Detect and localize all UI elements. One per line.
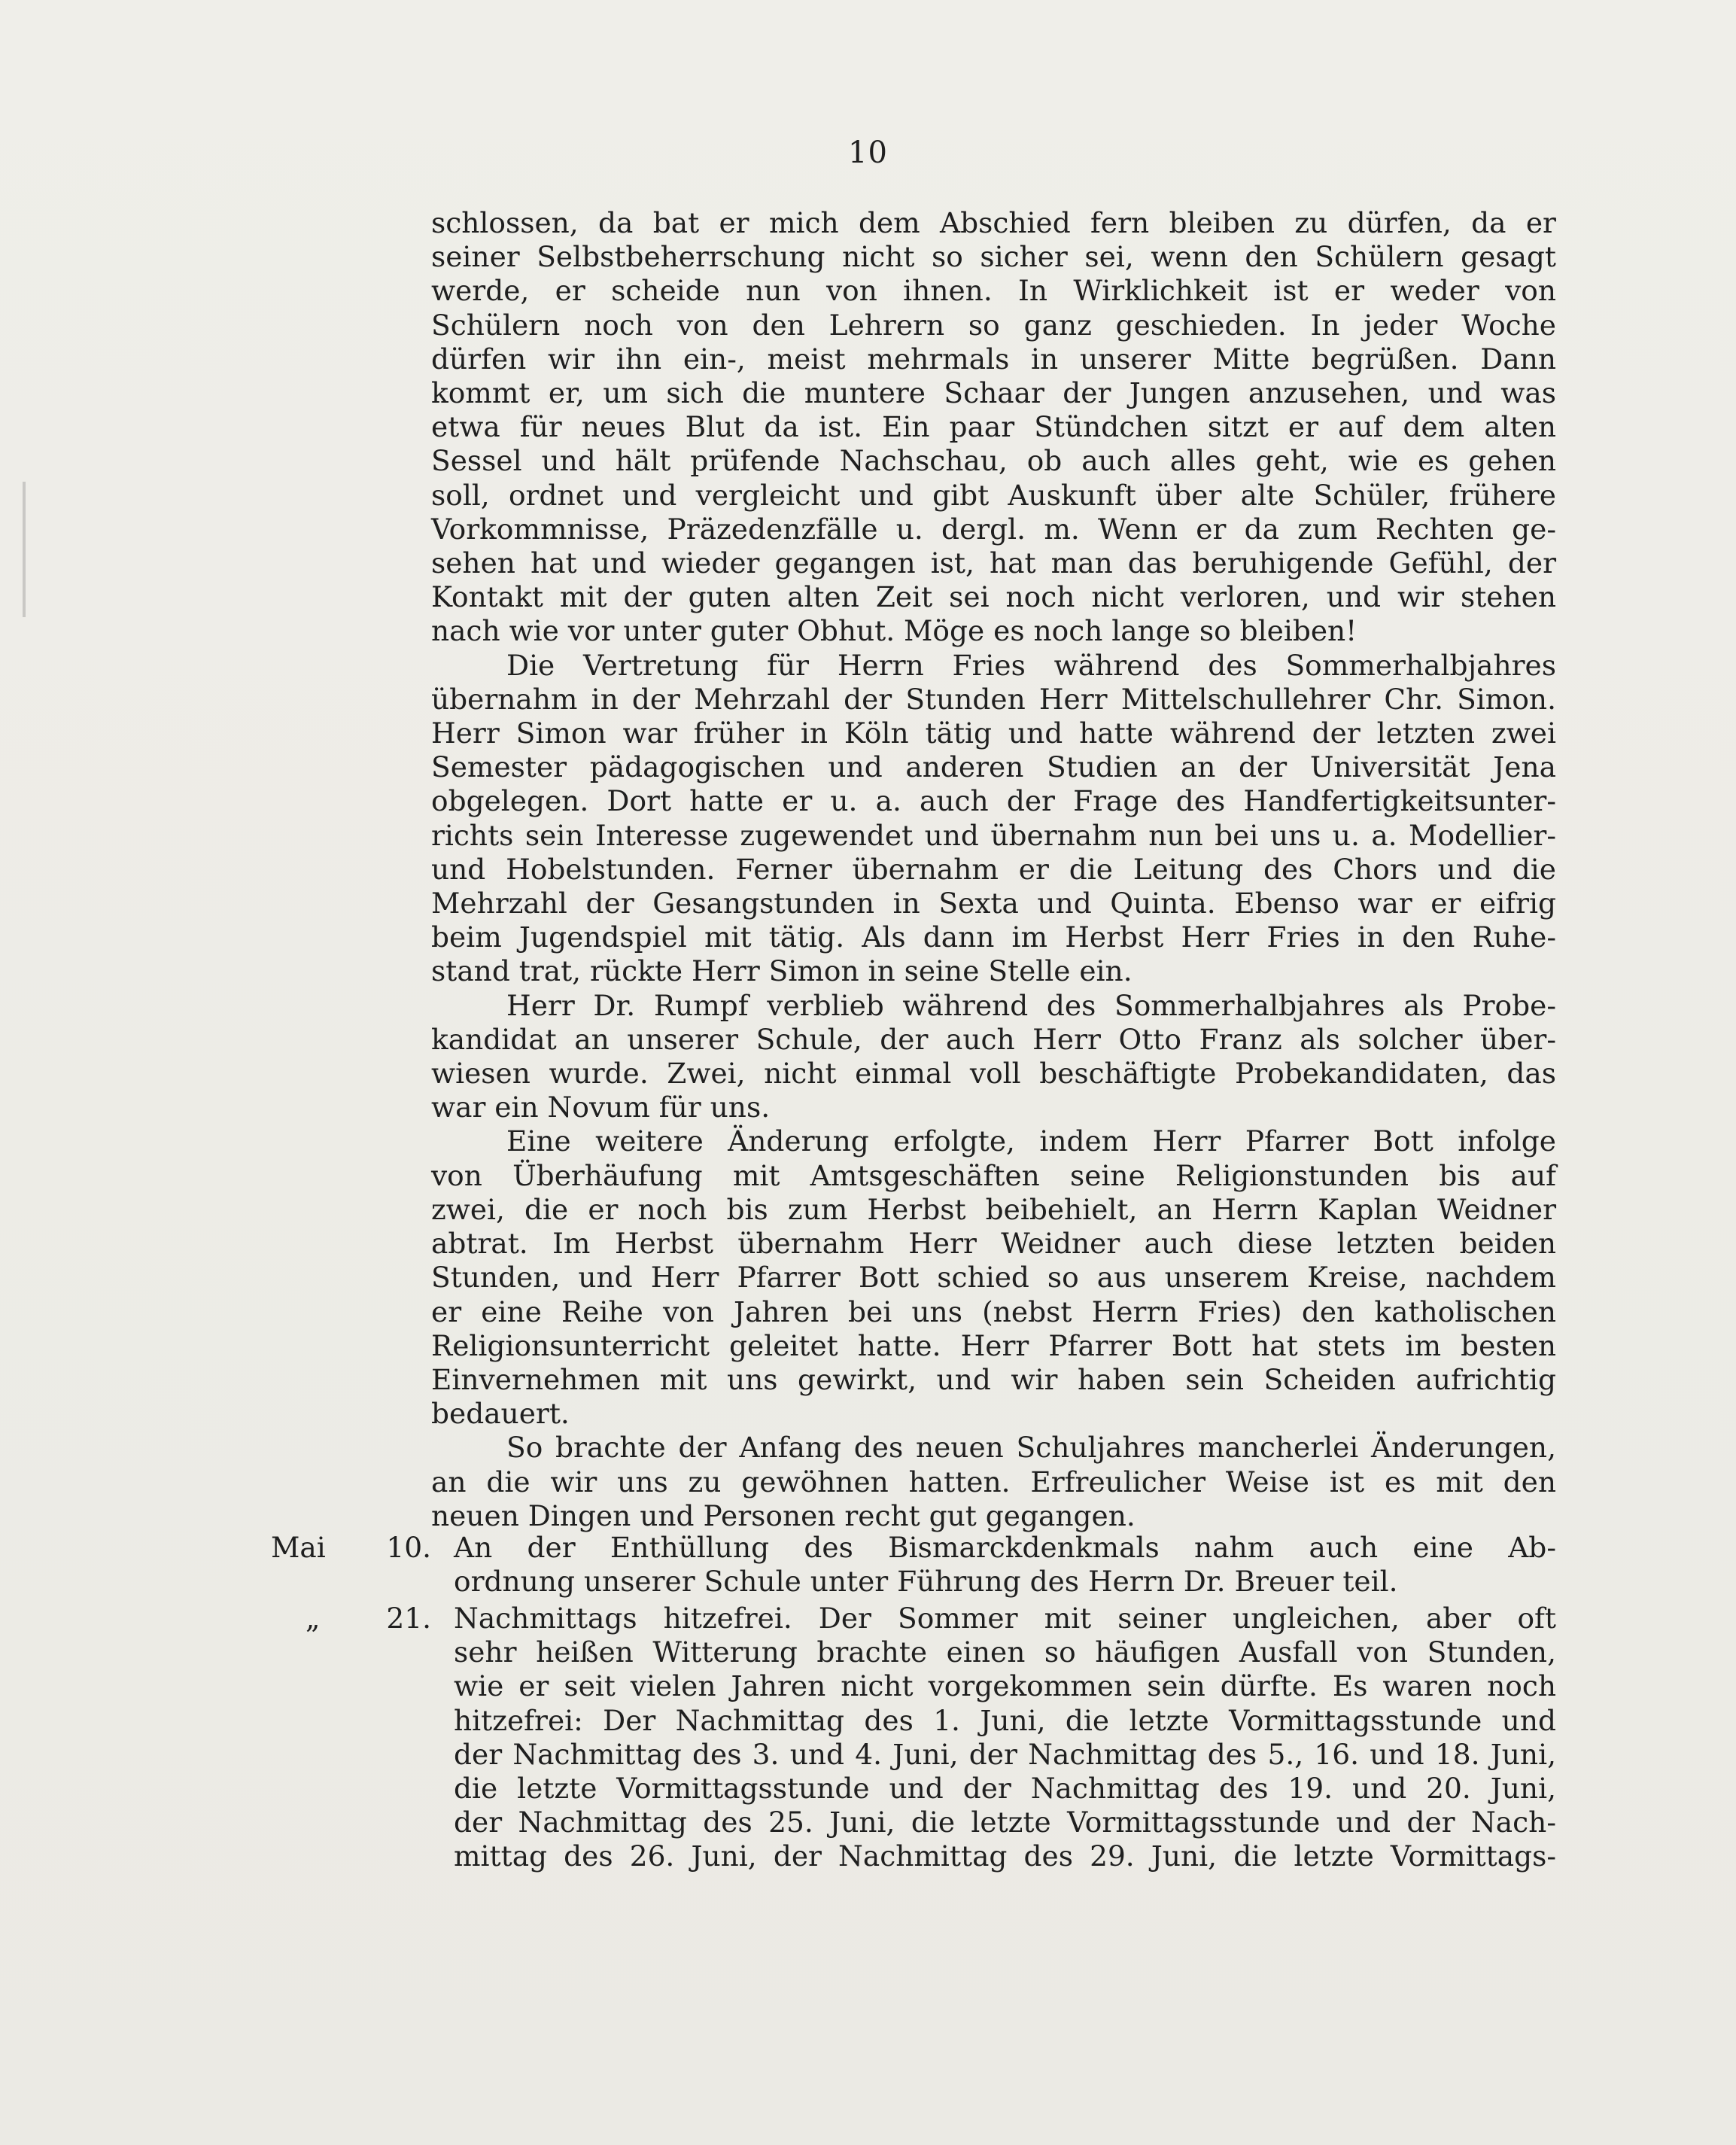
text-line: So brachte der Anfang des neuen Schuljahres mancherlei Änderungen, [506,1431,1556,1465]
text-line: hitzefrei: Der Nachmittag des 1. Juni, die letzte Vormittagsstunde und [454,1703,1556,1737]
text-line: Religionsunterricht geleitet hatte. Herr Pfarrer Bott hat stets im besten [431,1328,1556,1362]
page-number: 10 [848,135,888,170]
paragraph [431,1431,1556,1533]
text-line: an die wir uns zu gewöhnen hatten. Erfreulicher Weise ist es mit den [431,1465,1556,1498]
text-line: zwei, die er noch bis zum Herbst beibehielt, an Herrn Kaplan Weidner [431,1192,1556,1226]
body-text [431,206,1556,1533]
text-line: von Überhäufung mit Amtsgeschäften seine Religionstunden bis auf [431,1158,1556,1192]
text-line: beim Jugendspiel mit tätig. Als dann im Herbst Herr Fries in den Ruhe- [431,920,1556,954]
text-line: stand trat, rückte Herr Simon in seine Stelle ein. [431,954,1133,988]
text-line: Herr Simon war früher in Köln tätig und hatte während der letzten zwei [431,717,1556,750]
text-line: Stunden, und Herr Pfarrer Bott schied so aus unserem Kreise, nachdem [431,1261,1556,1295]
paragraph [431,649,1556,989]
text-line: An der Enthüllung des Bismarckdenkmals nahm auch eine Ab- [454,1531,1556,1564]
text-line: Schülern noch von den Lehrern so ganz geschieden. In jeder Woche [431,308,1556,342]
text-line: er eine Reihe von Jahren bei uns (nebst Herrn Fries) den katholischen [431,1295,1556,1328]
text-line: richts sein Interesse zugewendet und übernahm nun bei uns u. a. Modellier- [431,818,1556,852]
text-line: soll, ordnet und vergleicht und gibt Auskunft über alte Schüler, frühere [431,478,1556,512]
chronicle-entry [271,1531,1556,1599]
text-line: Nachmittags hitzefrei. Der Sommer mit seiner ungleichen, aber oft [454,1602,1556,1635]
text-line: abtrat. Im Herbst übernahm Herr Weidner auch diese letzten beiden [431,1227,1556,1261]
text-line: kandidat an unserer Schule, der auch Herr Otto Franz als solcher über- [431,1022,1556,1056]
text-line: schlossen, da bat er mich dem Abschied fern bleiben zu dürfen, da er [431,206,1556,239]
text-line: bedauert. [431,1397,570,1431]
text-line: dürfen wir ihn ein-, meist mehrmals in unserer Mitte begrüßen. Dann [431,342,1556,376]
text-line: sehen hat und wieder gegangen ist, hat man das beruhigende Gefühl, der [431,546,1556,580]
text-line: Eine weitere Änderung erfolgte, indem Herr Pfarrer Bott infolge [506,1124,1556,1158]
entry-day: 10. [386,1531,431,1564]
text-line: etwa für neues Blut da ist. Ein paar Stündchen sitzt er auf dem alten [431,410,1556,444]
entry-month-ditto: „ [306,1602,321,1635]
text-line: ordnung unserer Schule unter Führung des Herrn Dr. Breuer teil. [454,1565,1398,1599]
text-line: und Hobelstunden. Ferner übernahm er die Leitung des Chors und die [431,852,1556,886]
text-line: nach wie vor unter guter Obhut. Möge es noch lange so bleiben! [431,614,1357,648]
text-line: Mehrzahl der Gesangstunden in Sexta und Quinta. Ebenso war er eifrig [431,887,1556,920]
text-line: mittag des 26. Juni, der Nachmittag des 29. Juni, die letzte Vormittags- [454,1839,1556,1873]
text-line: wie er seit vielen Jahren nicht vorgekommen sein dürfte. Es waren noch [454,1669,1556,1703]
text-line: Herr Dr. Rumpf verblieb während des Sommerhalbjahres als Probe- [506,988,1556,1022]
text-line: sehr heißen Witterung brachte einen so häufigen Ausfall von Stunden, [454,1635,1556,1669]
text-line: neuen Dingen und Personen recht gut gegangen. [431,1498,1136,1532]
text-line: Einvernehmen mit uns gewirkt, und wir haben sein Scheiden aufrichtig [431,1362,1556,1396]
text-line: war ein Novum für uns. [431,1091,771,1124]
entry-month: Mai [271,1531,326,1564]
paragraph [431,1124,1556,1431]
text-line: seiner Selbstbeherrschung nicht so sicher sei, wenn den Schülern gesagt [431,240,1556,274]
text-line: Sessel und hält prüfende Nachschau, ob auch alles geht, wie es gehen [431,444,1556,478]
text-line: der Nachmittag des 3. und 4. Juni, der Nachmittag des 5., 16. und 18. Juni, [454,1737,1556,1771]
entry-text [431,1531,1556,1565]
paragraph [431,989,1556,1125]
text-line: kommt er, um sich die muntere Schaar der Jungen anzusehen, und was [431,376,1556,410]
text-line: werde, er scheide nun von ihnen. In Wirklichkeit ist er weder von [431,274,1556,308]
page-edge-mark [23,482,26,617]
text-line: Semester pädagogischen und anderen Studien an der Universität Jena [431,750,1556,784]
text-line: Kontakt mit der guten alten Zeit sei noch nicht verloren, und wir stehen [431,580,1556,614]
text-line: wiesen wurde. Zwei, nicht einmal voll beschäftigte Probekandidaten, das [431,1057,1556,1091]
entry-day: 21. [386,1602,431,1635]
text-line: übernahm in der Mehrzahl der Stunden Herr Mittelschullehrer Chr. Simon. [431,682,1556,716]
text-line: Vorkommnisse, Präzedenzfälle u. dergl. m. Wenn er da zum Rechten ge- [431,512,1556,546]
paragraph [431,206,1556,649]
text-line: die letzte Vormittagsstunde und der Nachmittag des 19. und 20. Juni, [454,1772,1556,1806]
chronicle-entry [271,1602,1556,1874]
text-line: obgelegen. Dort hatte er u. a. auch der Frage des Handfertigkeitsunter- [431,784,1556,818]
text-line: der Nachmittag des 25. Juni, die letzte Vormittagsstunde und der Nach- [454,1806,1556,1839]
text-line: Die Vertretung für Herrn Fries während des Sommerhalbjahres [506,648,1556,682]
